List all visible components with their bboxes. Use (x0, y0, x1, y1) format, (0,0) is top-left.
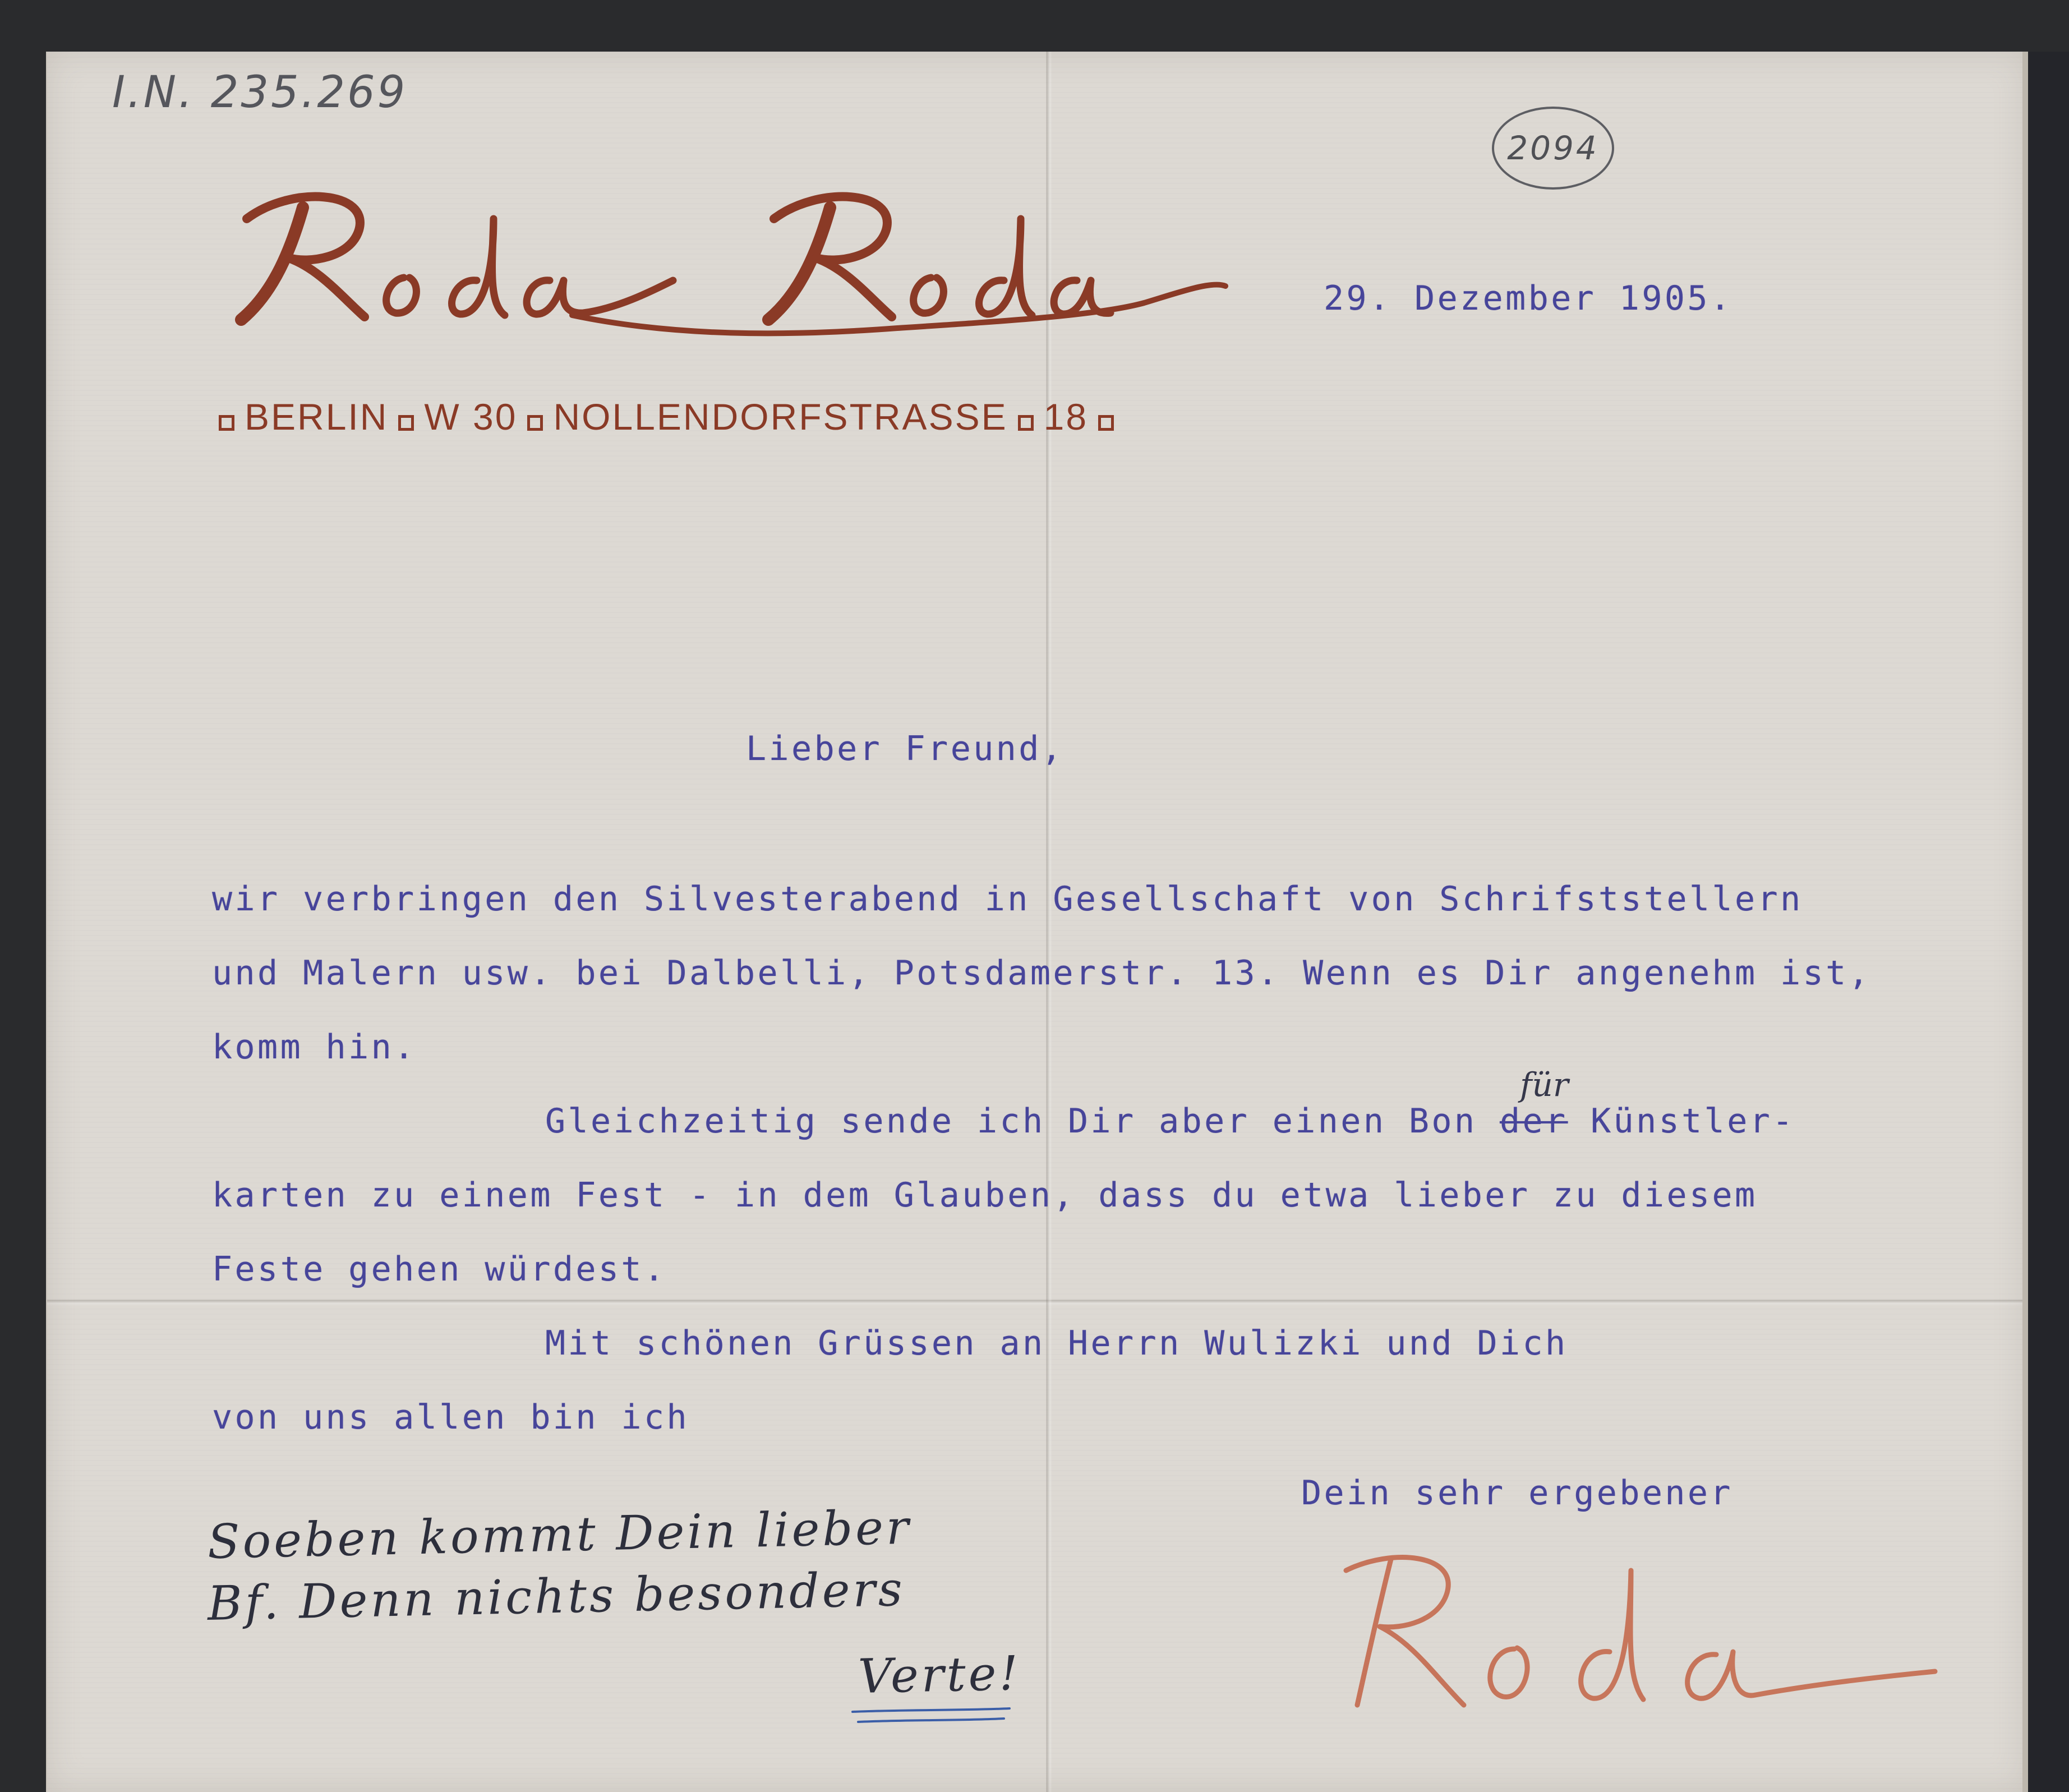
closing: Dein sehr ergebener (1301, 1473, 1733, 1513)
body-line (545, 1102, 1795, 1141)
ornament-square-icon (1018, 415, 1034, 431)
body-text: Gleichzeitig sende ich Dir aber einen Bon (545, 1102, 1500, 1141)
scan-border (2028, 52, 2069, 1792)
ornament-square-icon (398, 415, 414, 431)
reference-number-circle (1492, 107, 1614, 190)
salutation: Lieber Freund, (746, 729, 1065, 768)
letter-date: 29. Dezember 1905. (1324, 279, 1733, 318)
body-line: und Malern usw. bei Dalbelli, Potsdamerstr. 13. Wenn es Dir angenehm ist, (212, 953, 1872, 993)
body-line: karten zu einem Fest - in dem Glauben, dass du etwa lieber zu diesem (212, 1176, 1758, 1215)
body-line: komm hin. (212, 1028, 417, 1067)
body-line: wir verbringen den Silvesterabend in Gesellschaft von Schrifststellern (212, 879, 1803, 919)
handwritten-insertion: für (1520, 1066, 1569, 1104)
address-district: W 30 (424, 396, 518, 437)
ornament-square-icon (219, 415, 234, 431)
body-line: Mit schönen Grüssen an Herrn Wulizki und Dich (545, 1324, 1568, 1363)
address-number: 18 (1043, 396, 1089, 437)
ornament-square-icon (527, 415, 543, 431)
body-line: von uns allen bin ich (212, 1398, 689, 1437)
ornament-square-icon (1098, 415, 1114, 431)
inventory-number: I.N. 235.269 (112, 67, 408, 118)
address-street: NOLLENDORFSTRASSE (553, 396, 1008, 437)
signature (1324, 1537, 1946, 1722)
reference-number: 2094 (1507, 129, 1599, 167)
postscript-verte: Verte! (857, 1645, 1022, 1704)
verte-underline (847, 1705, 1015, 1727)
letterhead-logo (224, 168, 1234, 353)
postscript-line: Bf. Denn nichts besonders (206, 1561, 906, 1631)
body-text: Künstler- (1568, 1102, 1795, 1141)
struck-word: der (1499, 1102, 1568, 1141)
letterhead-address (219, 395, 1124, 438)
postscript-line: Soeben kommt Dein lieber (206, 1499, 912, 1569)
body-line: Feste gehen würdest. (212, 1250, 667, 1289)
address-city: BERLIN (245, 396, 389, 437)
sheet-edge (2022, 52, 2028, 1792)
